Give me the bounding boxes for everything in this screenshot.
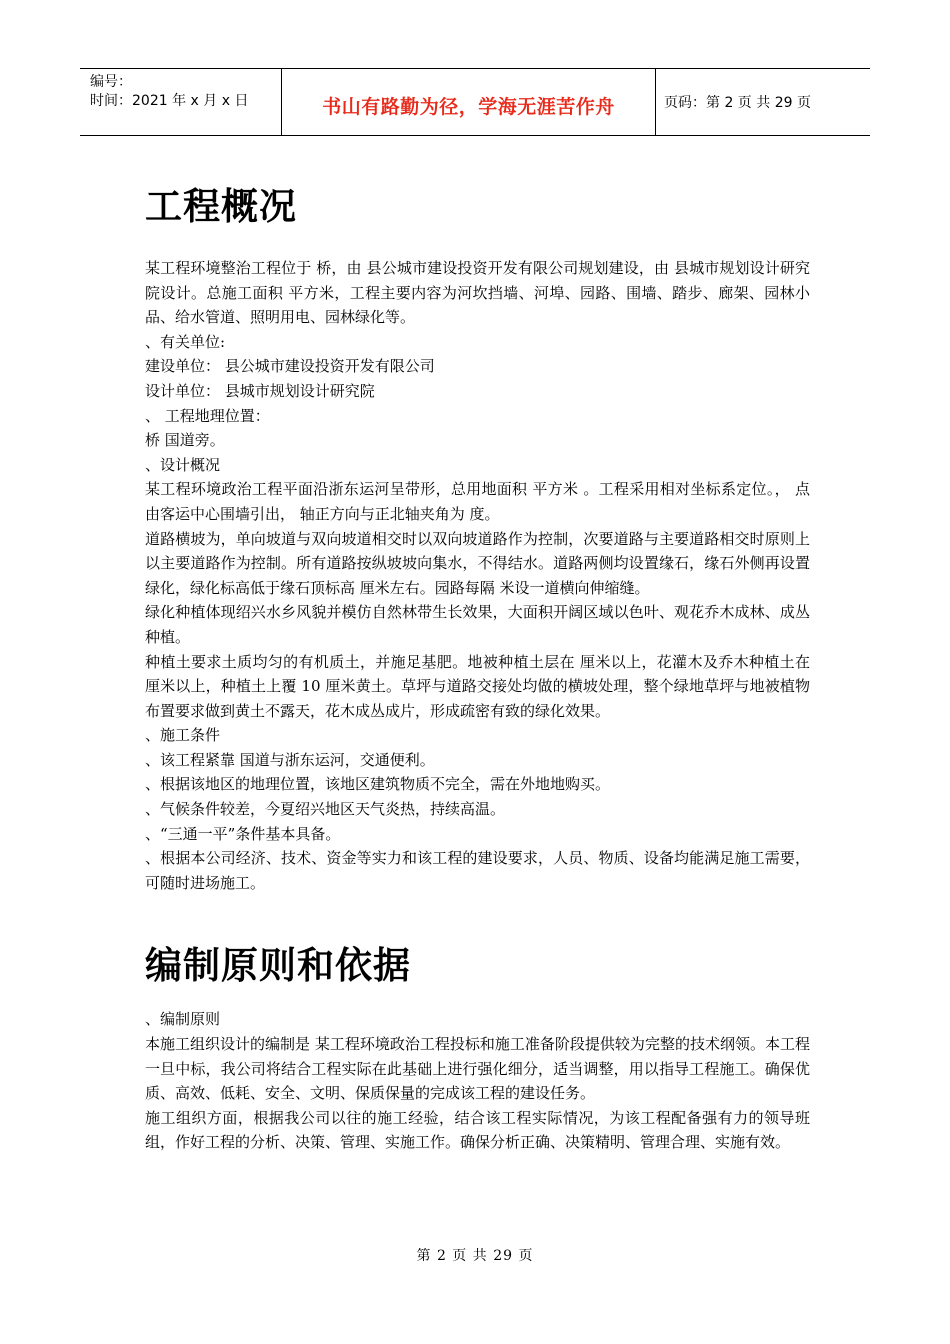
- header-page-info: 页码：第 2 页 共 29 页: [664, 95, 811, 111]
- page-footer: 第 2 页 共 29 页: [416, 1248, 534, 1264]
- paragraph: 、“三通一平”条件基本具备。: [145, 824, 341, 843]
- section-title-principles: 编制原则和依据: [145, 944, 411, 988]
- paragraph: 某工程环境整治工程位于 桥，由 县公城市建设投资开发有限公司规划建设，由 县城市规划设计研究院设计。总施工面积 平方米，工程主要内容为河坎挡墙、河埠、园路、围墙、踏步、廊架、园林小品、给水管道、照明用电、园林绿化等。: [145, 259, 810, 327]
- header-motto: 书山有路勤为径，学海无涯苦作舟: [322, 95, 615, 118]
- paragraph: 设计单位： 县城市规划设计研究院: [145, 381, 375, 400]
- paragraph: 建设单位： 县公城市建设投资开发有限公司: [145, 357, 435, 376]
- page-header: [80, 68, 870, 136]
- paragraph: 、 工程地理位置：: [145, 406, 270, 425]
- paragraph: 绿化种植体现绍兴水乡风貌并模仿自然林带生长效果，大面积开阔区域以色叶、观花乔木成林、成丛种植。: [145, 603, 810, 646]
- paragraph: 施工组织方面，根据我公司以往的施工经验，结合该工程实际情况，为该工程配备强有力的领导班组，作好工程的分析、决策、管理、实施工作。确保分析正确、决策精明、管理合理、实施有效。: [145, 1108, 810, 1152]
- header-time-label: 时间：2021 年 x 月 x 日: [90, 93, 249, 109]
- paragraph: 桥 国道旁。: [145, 431, 225, 450]
- header-number-label: 编号：: [90, 74, 132, 90]
- section-overview-body: [145, 256, 810, 895]
- paragraph: 、有关单位:: [145, 332, 226, 351]
- paragraph: 、设计概况: [145, 455, 221, 474]
- paragraph: 道路横坡为，单向坡道与双向坡道相交时以双向坡道路作为控制，次要道路与主要道路相交时原则上以主要道路作为控制。所有道路按纵坡坡向集水，不得结水。道路两侧均设置缘石，缘石外侧再设置绿化，绿化标高低于缘石顶标高 厘米左右。园路每隔 米设一道横向伸缩缝。: [145, 529, 810, 597]
- section-principles-body: [145, 1007, 810, 1155]
- paragraph: 某工程环境政治工程平面沿浙东运河呈带形，总用地面积 平方米 。工程采用相对坐标系定位。， 点由客运中心围墙引出， 轴正方向与正北轴夹角为 度。: [145, 480, 810, 523]
- paragraph: 、根据本公司经济、技术、资金等实力和该工程的建设要求，人员、物质、设备均能满足施工需要，可随时进场施工。: [145, 849, 810, 892]
- paragraph: 、编制原则: [145, 1010, 221, 1029]
- paragraph: 、施工条件: [145, 726, 221, 745]
- section-title-overview: 工程概况: [145, 185, 297, 228]
- paragraph: 、根据该地区的地理位置，该地区建筑物质不完全，需在外地地购买。: [145, 775, 611, 794]
- header-motto-cell: [282, 69, 656, 135]
- paragraph: 种植土要求土质均匀的有机质土，并施足基肥。地被种植土层在 厘米以上，花灌木及乔木种植土在 厘米以上，种植土上覆 10 厘米黄土。草坪与道路交接处均做的横坡处理，整个绿地草坪与地被植物布置要求做到黄土不露天，花木成丛成片，形成疏密有致的绿化效果。: [145, 652, 810, 720]
- paragraph: 本施工组织设计的编制是 某工程环境政治工程投标和施工准备阶段提供较为完整的技术纲领。本工程一旦中标，我公司将结合工程实际在此基础上进行强化细分，适当调整，用以指导工程施工。确保优质、高效、低耗、安全、文明、保质保量的完成该工程的建设任务。: [145, 1035, 810, 1103]
- paragraph: 、该工程紧靠 国道与浙东运河，交通便利。: [145, 750, 435, 769]
- paragraph: 、气候条件较差，今夏绍兴地区天气炎热，持续高温。: [145, 800, 506, 819]
- document-body: [145, 180, 810, 1155]
- header-meta: [80, 69, 282, 135]
